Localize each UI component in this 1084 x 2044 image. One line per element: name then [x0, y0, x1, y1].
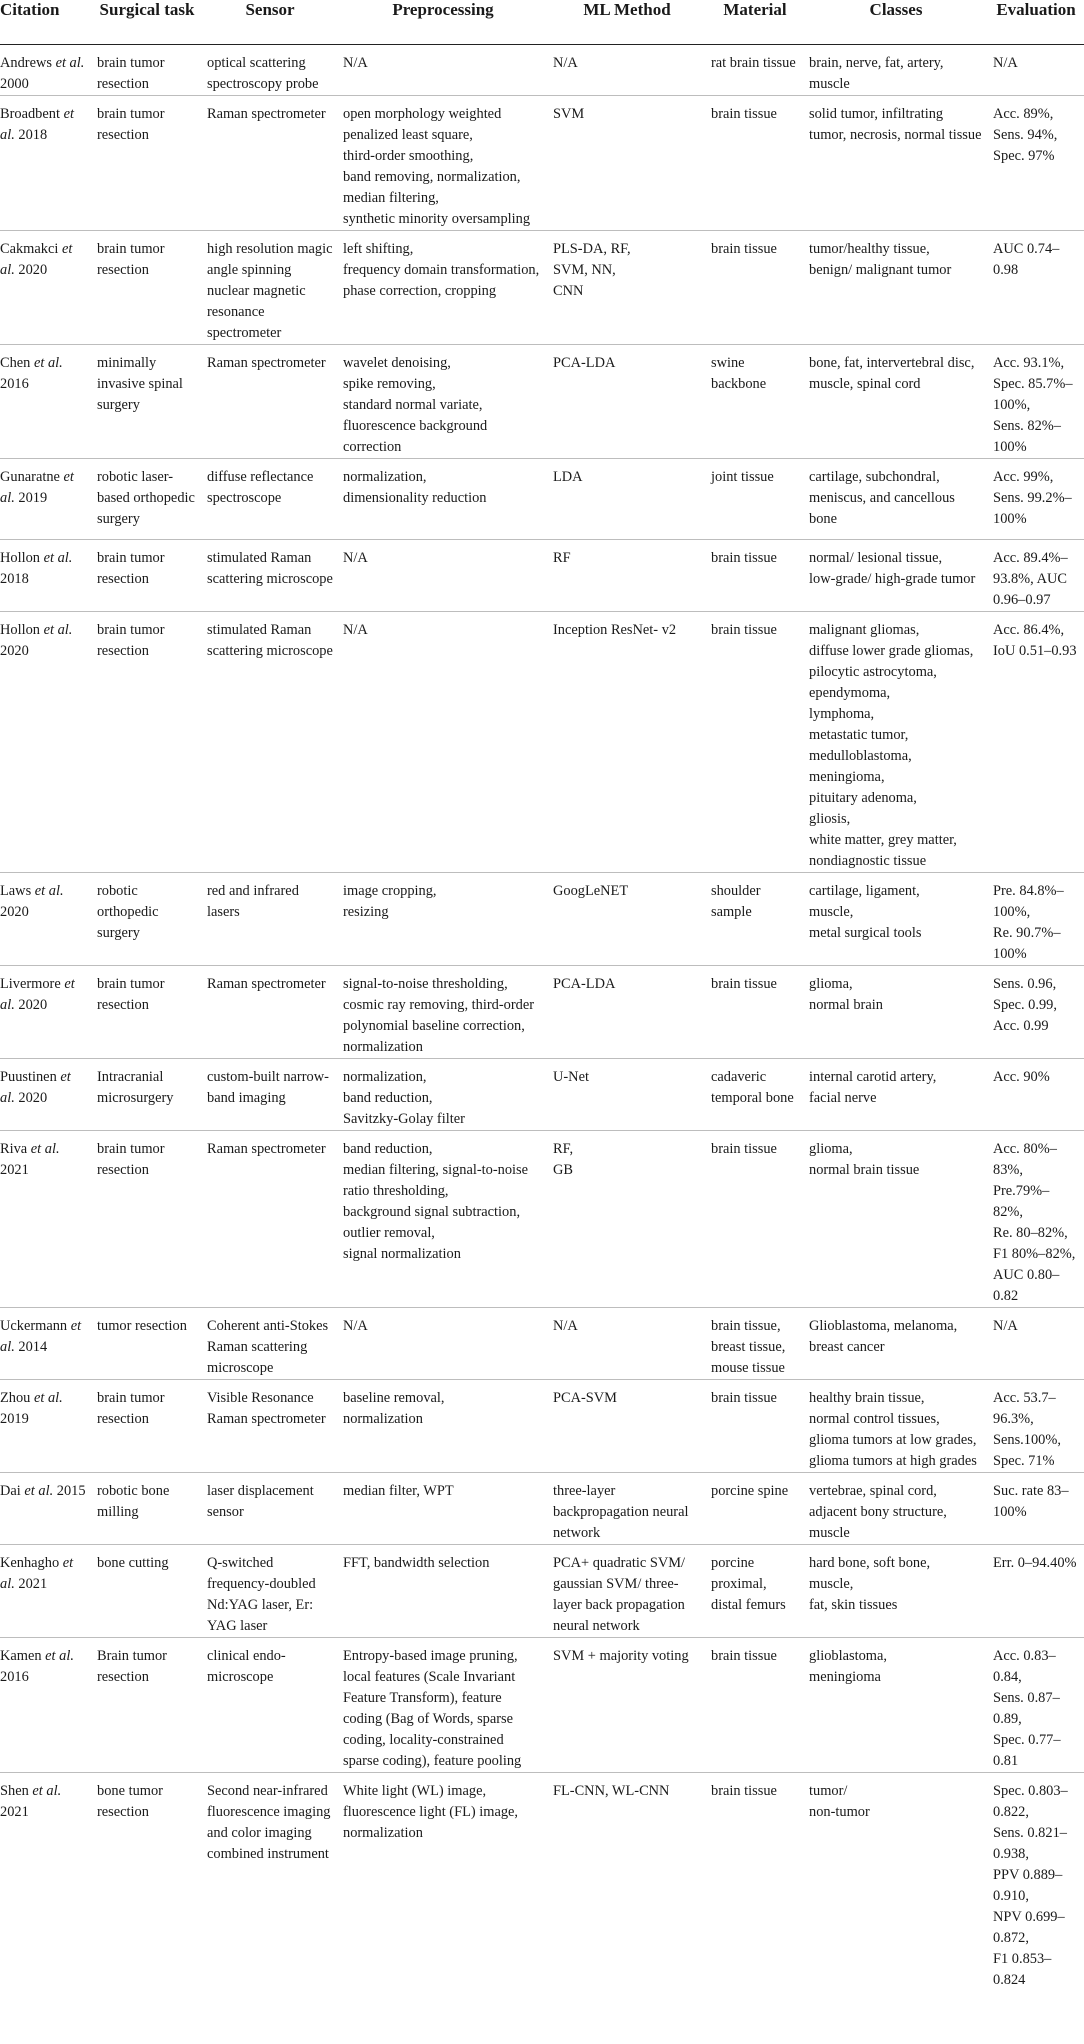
cell-citation [0, 344, 92, 458]
cell-ml-method: PLS-DA, RF, SVM, NN, CNN [548, 230, 706, 344]
citation-etal: et al. [34, 882, 64, 899]
cell-evaluation: Spec. 0.803–0.822, Sens. 0.821–0.938, PPV 0.889–0.910, NPV 0.699–0.872, F1 0.853–0.824 [993, 1782, 1068, 1988]
citation-year: 2021 [18, 1575, 48, 1592]
citation-year: 2021 [0, 1803, 29, 1820]
cell-classes: cartilage, subchondral, meniscus, and cancellous bone [804, 458, 988, 539]
cell-preprocessing: open morphology weighted penalized least square, third-order smoothing, band removing, normalization, median filtering, synthetic minority oversampling [338, 95, 548, 230]
cell-citation [0, 965, 92, 1058]
cell-ml-method: PCA-LDA [548, 965, 706, 1058]
citation-author: Cakmakci [0, 240, 59, 257]
citation-year: 2020 [0, 642, 29, 659]
cell-ml-method: PCA-SVM [548, 1379, 706, 1472]
citation-etal: et al. [24, 1482, 54, 1499]
citation-author: Gunaratne [0, 468, 60, 485]
cell-sensor: optical scattering spectroscopy probe [202, 44, 338, 95]
cell-classes: Glioblastoma, melanoma, breast cancer [804, 1307, 988, 1379]
cell-citation [0, 872, 92, 965]
cell-material: brain tissue, breast tissue, mouse tissue [706, 1307, 804, 1379]
cell-evaluation: Acc. 99%, Sens. 99.2%–100% [988, 458, 1084, 539]
cell-ml-method: three-layer backpropagation neural network [548, 1472, 706, 1544]
citation-year: 2016 [0, 375, 29, 392]
cell-surgical-task: brain tumor resection [92, 230, 202, 344]
cell-ml-method: RF, GB [548, 1130, 706, 1307]
citation-year: 2000 [0, 75, 29, 92]
cell-classes: malignant gliomas, diffuse lower grade gliomas, pilocytic astrocytoma, ependymoma, lymphoma, metastatic tumor, medulloblastoma, meningioma, pituitary adenoma, gliosis, white matter, grey matter, nondiagnostic tissue [804, 611, 988, 872]
cell-classes: glioblastoma, meningioma [804, 1637, 988, 1772]
cell-surgical-task: brain tumor resection [92, 539, 202, 611]
citation-etal: et al. [0, 975, 75, 1013]
cell-sensor: Raman spectrometer [202, 95, 338, 230]
cell-surgical-task: brain tumor resection [92, 44, 202, 95]
cell-citation [0, 1772, 92, 1991]
cell-classes: tumor/healthy tissue, benign/ malignant tumor [804, 230, 988, 344]
citation-year: 2014 [18, 1338, 48, 1355]
cell-preprocessing: image cropping, resizing [338, 872, 548, 965]
cell-ml-method: LDA [548, 458, 706, 539]
cell-material: porcine spine [706, 1472, 804, 1544]
cell-material: brain tissue [706, 965, 804, 1058]
cell-citation [0, 230, 92, 344]
table-row [0, 458, 1084, 539]
cell-preprocessing: band reduction, median filtering, signal-to-noise ratio thresholding, background signal subtraction, outlier removal, signal normalization [338, 1130, 548, 1307]
cell-ml-method: SVM [548, 95, 706, 230]
cell-surgical-task: robotic bone milling [92, 1472, 202, 1544]
table-row [0, 95, 1084, 230]
cell-evaluation: Suc. rate 83–100% [988, 1472, 1084, 1544]
cell-preprocessing: signal-to-noise thresholding, cosmic ray removing, third-order polynomial baseline correction, normalization [338, 965, 548, 1058]
cell-ml-method: SVM + majority voting [548, 1637, 706, 1772]
cell-preprocessing: FFT, bandwidth selection [338, 1544, 548, 1637]
cell-sensor: Raman spectrometer [202, 344, 338, 458]
cell-evaluation: Acc. 89.4%–93.8%, AUC 0.96–0.97 [988, 539, 1084, 611]
citation-year: 2019 [18, 489, 48, 506]
cell-evaluation: Acc. 80%–83%, Pre.79%–82%, Re. 80–82%, F1 80%–82%, AUC 0.80–0.82 [988, 1130, 1084, 1307]
table-row [0, 965, 1084, 1058]
citation-etal: et al. [32, 1782, 62, 1799]
cell-ml-method: Inception ResNet- v2 [548, 611, 706, 872]
cell-ml-method: N/A [548, 1307, 706, 1379]
cell-classes: vertebrae, spinal cord, adjacent bony structure, muscle [804, 1472, 988, 1544]
citation-etal: et al. [34, 1389, 63, 1406]
cell-surgical-task: robotic orthopedic surgery [92, 872, 202, 965]
citation-author: Hollon [0, 549, 40, 566]
table-row [0, 539, 1084, 611]
citation-author: Chen [0, 354, 31, 371]
cell-evaluation: Acc. 93.1%, Spec. 85.7%–100%, Sens. 82%–100% [988, 344, 1084, 458]
cell-evaluation: Sens. 0.96, Spec. 0.99, Acc. 0.99 [988, 965, 1084, 1058]
cell-surgical-task: bone tumor resection [97, 1782, 163, 1820]
citation-etal: et al. [45, 1647, 74, 1664]
cell-surgical-task: Brain tumor resection [92, 1637, 202, 1772]
cell-surgical-task: brain tumor resection [92, 965, 202, 1058]
cell-citation [0, 611, 92, 872]
cell-classes: hard bone, soft bone, muscle, fat, skin tissues [804, 1544, 988, 1637]
citation-year: 2018 [0, 570, 29, 587]
cell-surgical-task: brain tumor resection [92, 611, 202, 872]
cell-ml-method: RF [548, 539, 706, 611]
cell-material: brain tissue [706, 1130, 804, 1307]
cell-citation [0, 1058, 92, 1130]
cell-surgical-task: brain tumor resection [92, 95, 202, 230]
cell-material: rat brain tissue [706, 44, 804, 95]
cell-classes: glioma, normal brain tissue [804, 1130, 988, 1307]
table-row [0, 1544, 1084, 1637]
cell-surgical-task: Intracranial microsurgery [92, 1058, 202, 1130]
table-row [0, 1772, 1084, 1991]
citation-year: 2016 [0, 1668, 29, 1685]
cell-material: brain tissue [706, 539, 804, 611]
cell-ml-method: FL-CNN, WL-CNN [553, 1782, 670, 1799]
cell-evaluation: Acc. 90% [988, 1058, 1084, 1130]
citation-author: Hollon [0, 621, 40, 638]
cell-preprocessing: left shifting, frequency domain transformation, phase correction, cropping [338, 230, 548, 344]
cell-ml-method: N/A [548, 44, 706, 95]
cell-sensor: stimulated Raman scattering microscope [202, 611, 338, 872]
cell-sensor: Raman spectrometer [202, 1130, 338, 1307]
citation-author: Dai [0, 1482, 21, 1499]
cell-evaluation: Acc. 53.7–96.3%, Sens.100%, Spec. 71% [988, 1379, 1084, 1472]
cell-preprocessing: normalization, band reduction, Savitzky-Golay filter [338, 1058, 548, 1130]
cell-preprocessing: N/A [338, 611, 548, 872]
cell-ml-method: GoogLeNET [548, 872, 706, 965]
cell-classes: tumor/ non-tumor [809, 1782, 870, 1820]
citation-year: 2019 [0, 1410, 29, 1427]
table-row [0, 1472, 1084, 1544]
cell-sensor: red and infrared lasers [202, 872, 338, 965]
cell-material: shoulder sample [706, 872, 804, 965]
header-surgical-task: Surgical task [92, 0, 202, 44]
cell-material: swine backbone [706, 344, 804, 458]
citation-author: Kamen [0, 1647, 42, 1664]
cell-citation [0, 1472, 92, 1544]
cell-evaluation: Acc. 0.83–0.84, Sens. 0.87–0.89, Spec. 0.77–0.81 [988, 1637, 1084, 1772]
cell-preprocessing: Entropy-based image pruning, local features (Scale Invariant Feature Transform), feature coding (Bag of Words, sparse coding, locality-constrained sparse coding), feature pooling [338, 1637, 548, 1772]
table-row [0, 1379, 1084, 1472]
cell-citation [0, 1130, 92, 1307]
cell-surgical-task: brain tumor resection [92, 1379, 202, 1472]
cell-classes: normal/ lesional tissue, low-grade/ high-grade tumor [804, 539, 988, 611]
cell-evaluation: AUC 0.74–0.98 [988, 230, 1084, 344]
table-row [0, 1130, 1084, 1307]
cell-sensor: Visible Resonance Raman spectrometer [202, 1379, 338, 1472]
citation-etal: et al. [43, 621, 73, 638]
cell-citation [0, 1637, 92, 1772]
cell-material: brain tissue [706, 1637, 804, 1772]
cell-evaluation: Err. 0–94.40% [988, 1544, 1084, 1637]
header-citation: Citation [0, 0, 92, 44]
cell-citation [0, 1307, 92, 1379]
citation-etal: et al. [0, 240, 73, 278]
cell-citation [0, 95, 92, 230]
citation-year: 2020 [0, 903, 29, 920]
header-material: Material [706, 0, 804, 44]
cell-material: brain tissue [711, 1782, 777, 1799]
header-classes: Classes [804, 0, 988, 44]
citation-etal: et al. [34, 354, 63, 371]
cell-preprocessing: N/A [338, 44, 548, 95]
cell-sensor: clinical endo-microscope [202, 1637, 338, 1772]
header-preprocessing: Preprocessing [338, 0, 548, 44]
cell-sensor: high resolution magic angle spinning nuclear magnetic resonance spectrometer [202, 230, 338, 344]
citation-author: Zhou [0, 1389, 31, 1406]
citation-year: 2015 [56, 1482, 86, 1499]
cell-classes: solid tumor, infiltrating tumor, necrosis, normal tissue [804, 95, 988, 230]
cell-sensor: Raman spectrometer [202, 965, 338, 1058]
header-ml-method: ML Method [548, 0, 706, 44]
cell-material: porcine proximal, distal femurs [706, 1544, 804, 1637]
cell-classes: bone, fat, intervertebral disc, muscle, spinal cord [804, 344, 988, 458]
citation-etal: et al. [43, 549, 73, 566]
cell-classes: glioma, normal brain [804, 965, 988, 1058]
citation-etal: et al. [0, 1317, 82, 1355]
table-header [0, 0, 1084, 44]
citation-etal: et al. [0, 1068, 71, 1106]
cell-material: brain tissue [706, 230, 804, 344]
cell-surgical-task: bone cutting [92, 1544, 202, 1637]
cell-sensor: Coherent anti-Stokes Raman scattering microscope [202, 1307, 338, 1379]
cell-citation [0, 539, 92, 611]
cell-preprocessing: N/A [338, 1307, 548, 1379]
cell-sensor: Second near-infrared fluorescence imaging and color imaging combined instrument [207, 1782, 331, 1862]
table-row [0, 1637, 1084, 1772]
table-row [0, 872, 1084, 965]
citation-year: 2020 [18, 1089, 48, 1106]
table-row [0, 1058, 1084, 1130]
citation-author: Kenhagho [0, 1554, 60, 1571]
cell-evaluation: N/A [988, 1307, 1084, 1379]
citation-etal: et al. [0, 468, 74, 506]
table-row [0, 230, 1084, 344]
cell-preprocessing: normalization, dimensionality reduction [338, 458, 548, 539]
cell-evaluation: Acc. 86.4%, IoU 0.51–0.93 [988, 611, 1084, 872]
citation-etal: et al. [55, 54, 85, 71]
cell-ml-method: U-Net [548, 1058, 706, 1130]
cell-material: cadaveric temporal bone [706, 1058, 804, 1130]
cell-material: brain tissue [706, 1379, 804, 1472]
cell-preprocessing: wavelet denoising, spike removing, standard normal variate, fluorescence background correction [338, 344, 548, 458]
cell-sensor: stimulated Raman scattering microscope [202, 539, 338, 611]
cell-classes: cartilage, ligament, muscle, metal surgical tools [804, 872, 988, 965]
cell-sensor: diffuse reflectance spectroscope [202, 458, 338, 539]
cell-citation [0, 44, 92, 95]
citation-etal: et al. [0, 105, 74, 143]
cell-evaluation: N/A [988, 44, 1084, 95]
cell-evaluation: Pre. 84.8%–100%, Re. 90.7%–100% [988, 872, 1084, 965]
table-row [0, 611, 1084, 872]
table-row [0, 1307, 1084, 1379]
citation-year: 2021 [0, 1161, 29, 1178]
cell-sensor: laser displacement sensor [202, 1472, 338, 1544]
citation-author: Laws [0, 882, 32, 899]
citation-etal: et al. [30, 1140, 60, 1157]
citation-author: Broadbent [0, 105, 60, 122]
cell-material: brain tissue [706, 611, 804, 872]
citation-year: 2020 [18, 996, 48, 1013]
citation-author: Andrews [0, 54, 52, 71]
citation-author: Puustinen [0, 1068, 57, 1085]
cell-sensor: Q-switched frequency-doubled Nd:YAG laser, Er: YAG laser [202, 1544, 338, 1637]
cell-sensor: custom-built narrow-band imaging [202, 1058, 338, 1130]
header-row [0, 0, 1084, 44]
cell-preprocessing: baseline removal, normalization [338, 1379, 548, 1472]
header-sensor: Sensor [202, 0, 338, 44]
cell-ml-method: PCA-LDA [548, 344, 706, 458]
cell-surgical-task: robotic laser-based orthopedic surgery [92, 458, 202, 539]
cell-citation [0, 1379, 92, 1472]
cell-classes: brain, nerve, fat, artery, muscle [804, 44, 988, 95]
citation-author: Uckermann [0, 1317, 68, 1334]
cell-ml-method: PCA+ quadratic SVM/ gaussian SVM/ three-layer back propagation neural network [548, 1544, 706, 1637]
cell-classes: healthy brain tissue, normal control tissues, glioma tumors at low grades, glioma tumors at high grades [804, 1379, 988, 1472]
cell-citation [0, 458, 92, 539]
table-body [0, 44, 1084, 1991]
table-row [0, 344, 1084, 458]
cell-classes: internal carotid artery, facial nerve [804, 1058, 988, 1130]
cell-evaluation: Acc. 89%, Sens. 94%, Spec. 97% [988, 95, 1084, 230]
cell-preprocessing: White light (WL) image, fluorescence light (FL) image, normalization [343, 1782, 519, 1841]
citation-author: Livermore [0, 975, 61, 992]
cell-surgical-task: tumor resection [92, 1307, 202, 1379]
table-row [0, 44, 1084, 95]
citation-year: 2020 [18, 261, 48, 278]
cell-citation [0, 1544, 92, 1637]
cell-preprocessing: median filter, WPT [338, 1472, 548, 1544]
citation-year: 2018 [18, 126, 48, 143]
cell-surgical-task: minimally invasive spinal surgery [92, 344, 202, 458]
citation-etal: et al. [0, 1554, 74, 1592]
cell-preprocessing: N/A [338, 539, 548, 611]
header-evaluation: Evaluation [988, 0, 1084, 44]
citation-author: Shen [0, 1782, 29, 1799]
cell-material: brain tissue [706, 95, 804, 230]
cell-material: joint tissue [706, 458, 804, 539]
citation-author: Riva [0, 1140, 28, 1157]
cell-surgical-task: brain tumor resection [92, 1130, 202, 1307]
